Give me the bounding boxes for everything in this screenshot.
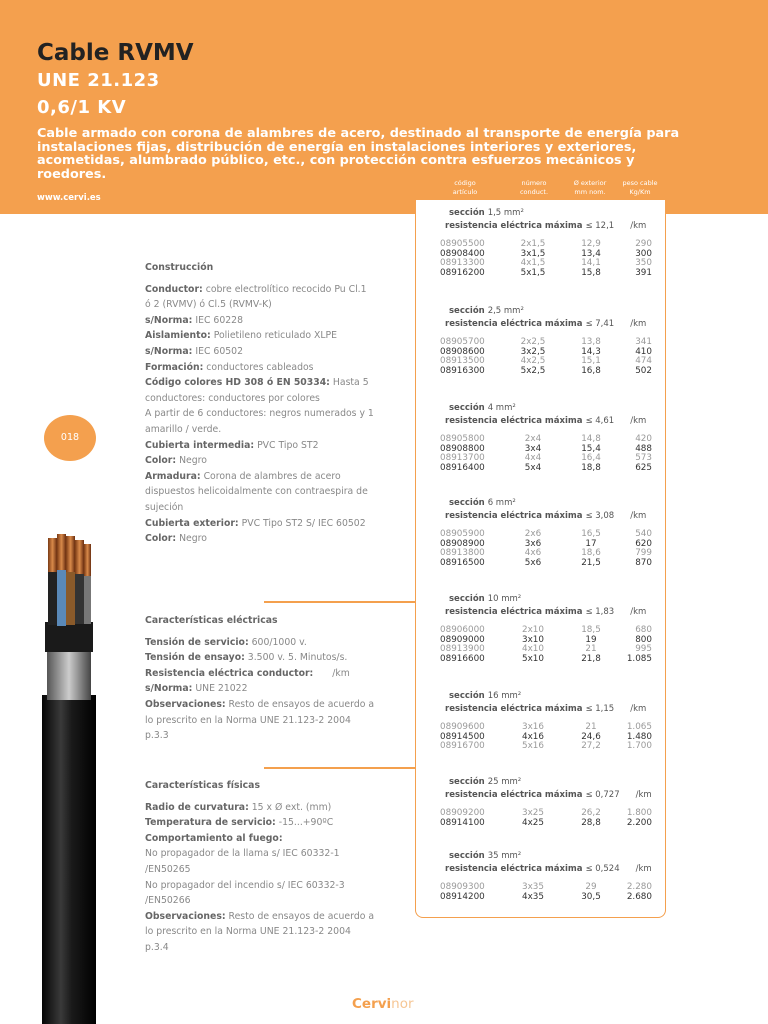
cable-weight: 625 <box>635 462 652 473</box>
table-row <box>416 268 667 279</box>
article-code: 08908600 <box>440 346 485 357</box>
cable-weight: 620 <box>635 538 652 549</box>
article-code: 08909600 <box>440 722 485 732</box>
cable-image <box>38 530 100 1024</box>
conductor-count: 3x35 <box>522 882 544 892</box>
conductor-count: 2x10 <box>522 625 544 635</box>
outer-diameter: 21 <box>585 722 597 732</box>
physical-section: Características físicas Radio de curvatura: 15 x Ø ext. (mm) Temperatura de servicio: -15...+90ºC Comportamiento al fuego: No propagador de la llama s/ IEC 60332-1 /EN50265 No propagador del incendio s/ IEC 60332-3 /EN50266 Observaciones: Resto de ensayos de acuerdo a lo prescrito en la Norma UNE 21.123-2 2004 p.3.4 <box>145 780 375 953</box>
max-resistance-label: resistencia eléctrica máxima ≤ 4,61 /km <box>445 416 647 426</box>
article-code: 08916300 <box>440 365 485 376</box>
article-code: 08905700 <box>440 337 485 347</box>
table-row <box>416 366 667 377</box>
article-code: 08916600 <box>440 653 485 664</box>
conductor-count: 5x4 <box>524 462 542 473</box>
article-code: 08913300 <box>440 258 485 268</box>
article-code: 08905800 <box>440 434 485 444</box>
outer-diameter: 13,4 <box>581 248 601 259</box>
conductor-count: 4x35 <box>522 891 544 902</box>
section-size-label: sección 10 mm² <box>449 594 522 604</box>
col-header-diameter: Ø exterior mm nom. <box>573 179 607 196</box>
max-resistance-label: resistencia eléctrica máxima ≤ 0,727 /km <box>445 790 652 800</box>
outer-diameter: 21 <box>585 644 597 654</box>
website-link[interactable]: www.cervi.es <box>37 193 101 203</box>
outer-diameter: 21,8 <box>581 653 601 664</box>
outer-diameter: 26,2 <box>581 808 601 818</box>
outer-diameter: 21,5 <box>581 557 601 568</box>
divider-line <box>264 767 416 769</box>
outer-diameter: 13,8 <box>581 337 601 347</box>
section-size-label: sección 35 mm² <box>449 851 522 861</box>
outer-diameter: 24,6 <box>581 731 601 742</box>
max-resistance-label: resistencia eléctrica máxima ≤ 0,524 /km <box>445 864 652 874</box>
cable-weight: 1.800 <box>626 808 652 818</box>
conductor-count: 5x16 <box>522 741 544 751</box>
max-resistance-label: resistencia eléctrica máxima ≤ 12,1 /km <box>445 221 647 231</box>
conductor-count: 3x1,5 <box>520 248 546 259</box>
conductor-count: 4x16 <box>522 731 544 742</box>
article-code: 08905900 <box>440 529 485 539</box>
construction-section: Construcción Conductor: cobre electrolítico recocido Pu Cl.1 ó 2 (RVMV) ó Cl.5 (RVMV-K) s/Norma: IEC 60228 Aislamiento: Polietileno reticulado XLPE s/Norma: IEC 60502 Formación: conductores cableados Código colores HD 308 ó EN 50334: Hasta 5 conductores: conductores por colores A partir de 6 conductores: negros numerados y 1 amarillo / verde. Cubierta intermedia: PVC Tipo ST2 Color: Negro Armadura: Corona de alambres de acero dispuestos helicoidalmente con contraespira de sujeción Cubierta exterior: PVC Tipo ST2 S/ IEC 60502 Color: Negro <box>145 262 374 545</box>
cable-weight: 502 <box>635 365 652 376</box>
conductor-count: 5x6 <box>524 557 542 568</box>
outer-diameter: 15,1 <box>581 356 601 366</box>
cable-weight: 1.700 <box>626 741 652 751</box>
outer-diameter: 27,2 <box>581 741 601 751</box>
cable-weight: 1.085 <box>626 653 652 664</box>
article-code: 08916700 <box>440 741 485 751</box>
conductor-count: 3x6 <box>524 538 542 549</box>
conductor-count: 5x10 <box>522 653 544 664</box>
cable-weight: 410 <box>635 346 652 357</box>
cable-weight: 341 <box>635 337 652 347</box>
section-size-label: sección 4 mm² <box>449 403 516 413</box>
product-standard: UNE 21.123 <box>37 70 160 91</box>
outer-diameter: 29 <box>585 882 597 892</box>
conductor-count: 2x2,5 <box>520 337 546 347</box>
specs-table-panel <box>415 200 666 918</box>
table-row <box>416 892 667 903</box>
product-description: Cable armado con corona de alambres de acero, destinado al transporte de energía para instalaciones fijas, distribución de energía en instalaciones interiores y exteriores, acometidas, alumbrado público, etc., con protección contra esfuerzos mecánicos y roedores. <box>37 126 680 182</box>
outer-diameter: 18,8 <box>581 462 601 473</box>
article-code: 08914500 <box>440 731 485 742</box>
cable-weight: 870 <box>635 557 652 568</box>
header-band <box>0 0 768 214</box>
max-resistance-label: resistencia eléctrica máxima ≤ 3,08 /km <box>445 511 647 521</box>
conductor-count: 4x2,5 <box>520 356 546 366</box>
outer-diameter: 16,4 <box>581 453 601 463</box>
table-row <box>416 654 667 665</box>
outer-diameter: 28,8 <box>581 817 601 828</box>
article-code: 08909000 <box>440 634 485 645</box>
article-code: 08914200 <box>440 891 485 902</box>
conductor-count: 4x25 <box>522 817 544 828</box>
max-resistance-label: resistencia eléctrica máxima ≤ 7,41 /km <box>445 319 647 329</box>
cable-weight: 573 <box>635 453 652 463</box>
section-heading: Características eléctricas <box>145 615 278 626</box>
article-code: 08909200 <box>440 808 485 818</box>
cable-weight: 2.280 <box>626 882 652 892</box>
article-code: 08916400 <box>440 462 485 473</box>
conductor-count: 3x25 <box>522 808 544 818</box>
section-heading: Construcción <box>145 262 214 273</box>
page-number-badge: 018 <box>44 415 96 461</box>
outer-diameter: 15,4 <box>581 443 601 454</box>
article-code: 08909300 <box>440 882 485 892</box>
outer-diameter: 30,5 <box>581 891 601 902</box>
outer-diameter: 17 <box>585 538 597 549</box>
article-code: 08913900 <box>440 644 485 654</box>
cable-weight: 800 <box>635 634 652 645</box>
conductor-count: 2x4 <box>524 434 542 444</box>
article-code: 08913700 <box>440 453 485 463</box>
max-resistance-label: resistencia eléctrica máxima ≤ 1,15 /km <box>445 704 647 714</box>
outer-diameter: 14,1 <box>581 258 601 268</box>
section-size-label: sección 16 mm² <box>449 691 522 701</box>
conductor-count: 4x10 <box>522 644 544 654</box>
article-code: 08906000 <box>440 625 485 635</box>
table-row <box>416 741 667 752</box>
cable-weight: 2.680 <box>626 891 652 902</box>
article-code: 08908800 <box>440 443 485 454</box>
outer-diameter: 18,6 <box>581 548 601 558</box>
electrical-section: Características eléctricas Tensión de servicio: 600/1000 v. Tensión de ensayo: 3.500 v. 5. Minutos/s. Resistencia eléctrica conductor: /km s/Norma: UNE 21022 Observaciones: Resto de ensayos de acuerdo a lo prescrito en la Norma UNE 21.123-2 2004 p.3.3 <box>145 615 375 742</box>
conductor-count: 2x1,5 <box>520 239 546 249</box>
article-code: 08905500 <box>440 239 485 249</box>
cable-weight: 300 <box>635 248 652 259</box>
cable-weight: 420 <box>635 434 652 444</box>
outer-diameter: 16,8 <box>581 365 601 376</box>
conductor-count: 2x6 <box>524 529 542 539</box>
section-size-label: sección 2,5 mm² <box>449 306 524 316</box>
section-size-label: sección 25 mm² <box>449 777 522 787</box>
divider-line <box>264 601 416 603</box>
outer-diameter: 19 <box>585 634 597 645</box>
outer-diameter: 16,5 <box>581 529 601 539</box>
brand-logo: Cervinor <box>352 996 414 1012</box>
cable-weight: 488 <box>635 443 652 454</box>
cable-weight: 540 <box>635 529 652 539</box>
cable-weight: 680 <box>635 625 652 635</box>
outer-diameter: 14,3 <box>581 346 601 357</box>
product-title: Cable RVMV <box>37 40 194 66</box>
article-code: 08913800 <box>440 548 485 558</box>
article-code: 08916500 <box>440 557 485 568</box>
conductor-count: 3x2,5 <box>520 346 546 357</box>
cable-weight: 391 <box>635 267 652 278</box>
conductor-count: 5x2,5 <box>520 365 546 376</box>
cable-weight: 799 <box>635 548 652 558</box>
conductor-count: 4x1,5 <box>520 258 546 268</box>
col-header-code: código artículo <box>452 179 478 196</box>
table-row <box>416 463 667 474</box>
cable-weight: 995 <box>635 644 652 654</box>
section-size-label: sección 6 mm² <box>449 498 516 508</box>
table-row <box>416 818 667 829</box>
outer-diameter: 15,8 <box>581 267 601 278</box>
section-heading: Características físicas <box>145 780 260 791</box>
outer-diameter: 14,8 <box>581 434 601 444</box>
article-code: 08908400 <box>440 248 485 259</box>
article-code: 08914100 <box>440 817 485 828</box>
cable-weight: 2.200 <box>626 817 652 828</box>
conductor-count: 3x16 <box>522 722 544 732</box>
cable-weight: 1.065 <box>626 722 652 732</box>
outer-diameter: 18,5 <box>581 625 601 635</box>
conductor-count: 3x4 <box>524 443 542 454</box>
col-header-weight: peso cable Kg/Km <box>622 179 658 196</box>
article-code: 08913500 <box>440 356 485 366</box>
cable-weight: 290 <box>635 239 652 249</box>
conductor-count: 4x6 <box>524 548 542 558</box>
cable-weight: 474 <box>635 356 652 366</box>
col-header-conductors: número conduct. <box>519 179 549 196</box>
cable-weight: 1.480 <box>626 731 652 742</box>
table-row <box>416 558 667 569</box>
cable-weight: 350 <box>635 258 652 268</box>
section-size-label: sección 1,5 mm² <box>449 208 524 218</box>
product-voltage: 0,6/1 KV <box>37 97 127 118</box>
conductor-count: 5x1,5 <box>520 267 546 278</box>
conductor-count: 4x4 <box>524 453 542 463</box>
max-resistance-label: resistencia eléctrica máxima ≤ 1,83 /km <box>445 607 647 617</box>
outer-diameter: 12,9 <box>581 239 601 249</box>
article-code: 08916200 <box>440 267 485 278</box>
conductor-count: 3x10 <box>522 634 544 645</box>
article-code: 08908900 <box>440 538 485 549</box>
